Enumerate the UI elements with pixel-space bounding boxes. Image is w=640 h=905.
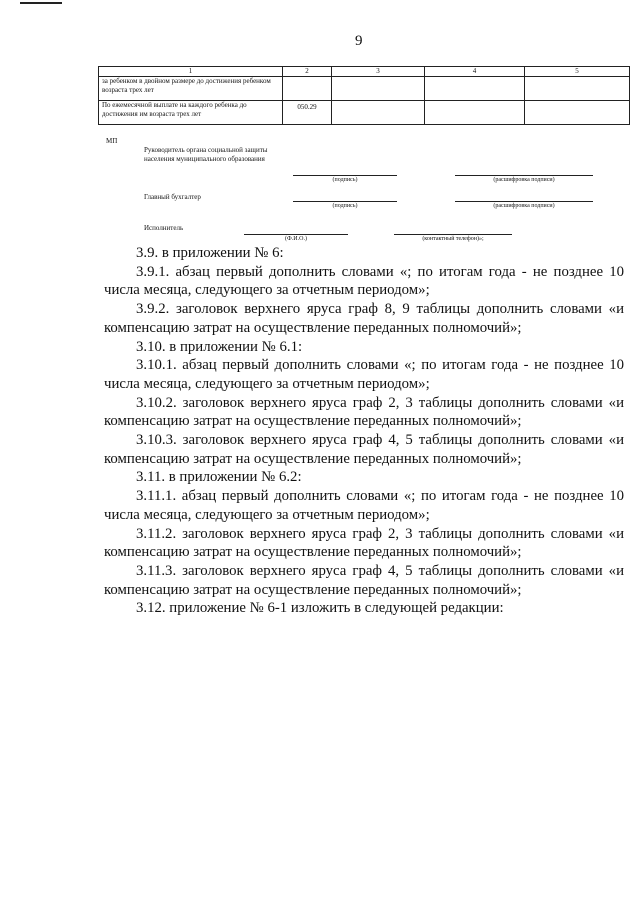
paragraph: 3.12. приложение № 6-1 изложить в следующей редакции:: [136, 600, 504, 617]
page-number: 9: [355, 33, 363, 49]
scan-corner-mark: [20, 2, 62, 4]
table-cell: [425, 77, 525, 101]
table-row: [99, 101, 630, 125]
decoding-caption: (расшифровка подписи): [493, 177, 555, 183]
phone-caption: (контактный телефон)»;: [422, 236, 484, 242]
paragraph: 3.10.3. заголовок верхнего яруса граф 4, 5 таблицы дополнить словами «и компенсацию затрат на осуществление переданных полномочий»;: [104, 432, 624, 467]
column-header: 3: [332, 67, 425, 77]
head-of-authority-label: Руководитель органа социальной защиты населения муниципального образования: [144, 146, 268, 163]
stamp-place-label: МП: [106, 137, 118, 145]
row-label: По ежемесячной выплате на каждого ребенка до достижения им возраста трех лет: [99, 101, 283, 125]
column-header: 1: [99, 67, 283, 77]
column-header: 4: [425, 67, 525, 77]
row-code: 050.29: [283, 101, 332, 125]
executor-phone-line: [394, 234, 512, 235]
head-decoding-line: [455, 175, 593, 176]
table-row: [99, 77, 630, 101]
row-label: за ребенком в двойном размере до достижения ребенком возраста трех лет: [99, 77, 283, 101]
table-cell: [332, 77, 425, 101]
fio-caption: (Ф.И.О.): [285, 236, 307, 242]
decoding-caption: (расшифровка подписи): [493, 203, 555, 209]
table-cell: [525, 77, 630, 101]
paragraph: 3.10.2. заголовок верхнего яруса граф 2, 3 таблицы дополнить словами «и компенсацию затрат на осуществление переданных полномочий»;: [104, 394, 624, 430]
table-cell: [425, 101, 525, 125]
paragraph: 3.11. в приложении № 6.2:: [136, 469, 302, 486]
column-header: 2: [283, 67, 332, 77]
signature-caption: (подпись): [332, 203, 358, 209]
paragraph: 3.10.1. абзац первый дополнить словами «; по итогам года - не позднее 10 числа месяца, следующего за отчетным периодом»;: [104, 357, 624, 392]
accountant-decoding-line: [455, 201, 593, 202]
paragraph: 3.11.1. абзац первый дополнить словами «; по итогам года - не позднее 10 числа месяца, следующего за отчетным периодом»;: [104, 488, 624, 523]
executor-label: Исполнитель: [144, 224, 184, 232]
column-header: 5: [525, 67, 630, 77]
paragraph: 3.10. в приложении № 6.1:: [136, 338, 303, 355]
paragraph: 3.9.1. абзац первый дополнить словами «; по итогам года - не позднее 10 числа месяца, следующего за отчетным периодом»;: [104, 263, 624, 299]
paragraph: 3.9.2. заголовок верхнего яруса граф 8, 9 таблицы дополнить словами «и компенсацию затрат на осуществление переданных полномочий»;: [104, 301, 624, 336]
paragraph: 3.11.3. заголовок верхнего яруса граф 4, 5 таблицы дополнить словами «и компенсацию затрат на осуществление переданных полномочий»;: [104, 562, 624, 598]
head-signature-line: [293, 175, 397, 176]
paragraph: 3.9. в приложении № 6:: [136, 245, 284, 261]
row-code: [283, 77, 332, 101]
report-table: [98, 66, 630, 125]
executor-name-line: [244, 234, 348, 235]
amendment-text: [104, 244, 624, 618]
chief-accountant-label: Главный бухгалтер: [144, 193, 201, 201]
accountant-signature-line: [293, 201, 397, 202]
table-cell: [332, 101, 425, 125]
signature-caption: (подпись): [332, 177, 358, 183]
table-cell: [525, 101, 630, 125]
paragraph: 3.11.2. заголовок верхнего яруса граф 2, 3 таблицы дополнить словами «и компенсацию затрат на осуществление переданных полномочий»;: [104, 525, 624, 561]
table-header-row: [99, 67, 630, 77]
